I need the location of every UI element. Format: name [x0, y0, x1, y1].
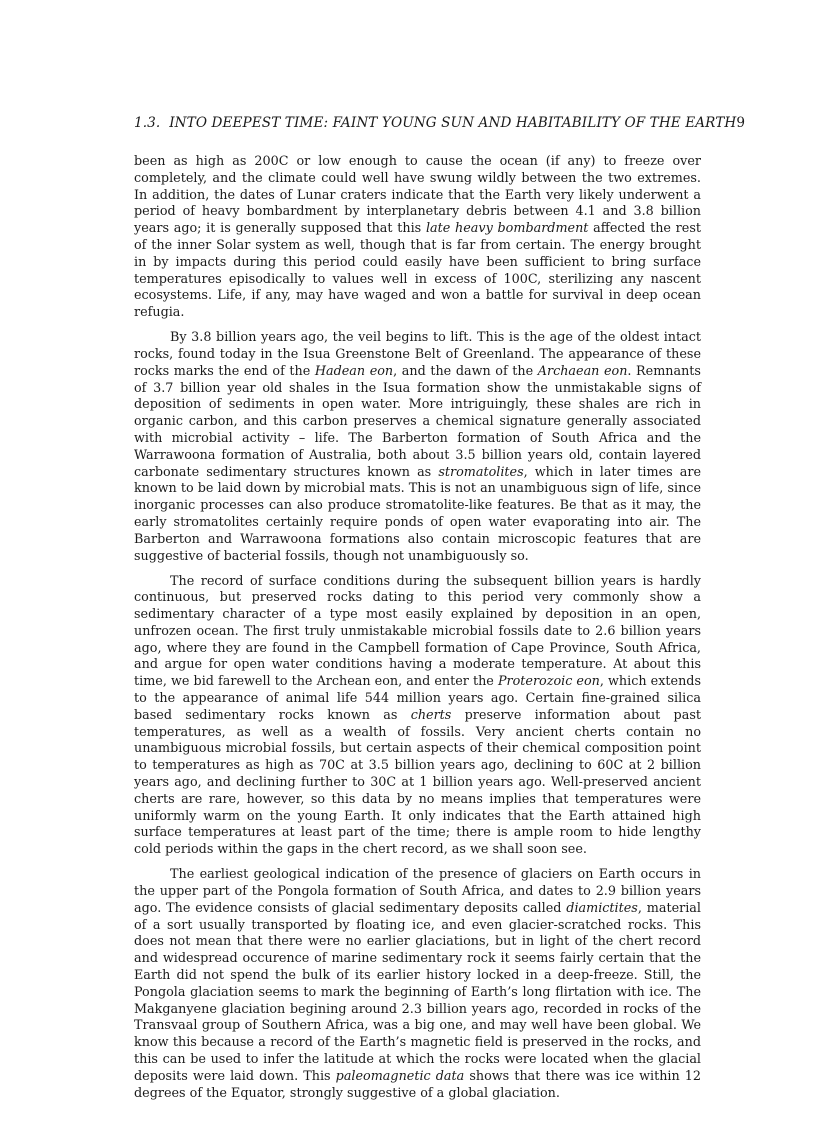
section-number: 1.3.	[134, 115, 161, 131]
italic-term: paleomagnetic data	[335, 1068, 465, 1084]
italic-term: Hadean eon	[314, 363, 394, 379]
text-run: . Remnants of 3.7 billion year old shales in the Isua formation show the unmistakable signs of deposition of sediments in open water. More intriguingly, these shales are rich in organic carbon, and this carbon preserves a chemical signature generally associated with microbial activity – life. The Barberton formation of South Africa and the Warrawoona formation of Australia, both about 3.5 billion years old, contain layered carbonate sedimentary structures known as	[134, 363, 701, 480]
text-run: been as high as 200C or low enough to cause the ocean (if any) to freeze over completely, and the climate could well have swung wildly between the two extremes. In addition, the dates of Lunar craters indicate that the Earth very likely underwent a period of heavy bombardment by interplanetary debris between 4.1 and 3.8 billion years ago; it is generally supposed that this	[134, 154, 701, 237]
italic-term: Proterozoic eon	[497, 674, 600, 690]
body-text	[134, 154, 701, 1111]
italic-term: stromatolites	[438, 464, 524, 480]
text-run: By 3.8 billion years ago, the veil begins to lift. This is the age of the oldest intact rocks, found today in the Isua Greenstone Belt of Greenland. The appearance of these rocks marks the end of the	[134, 330, 701, 379]
text-run: , and the dawn of the	[393, 363, 538, 379]
text-run: , which in later times are known to be laid down by microbial mats. This is not an unambiguous sign of life, since inorganic processes can also produce stromatolite-like features. Be that as it may, the early stromatolites certainly require ponds of open water evaporating into air. The Barberton and Warrawoona formations also contain microscopic features that are suggestive of bacterial fossils, though not unambiguously so.	[134, 464, 701, 564]
running-header	[134, 115, 746, 131]
text-run: , material of a sort usually transported by floating ice, and even glacier-scratched rocks. This does not mean that there were no earlier glaciations, but in light of the chert record and widespread occurence of marine sedimentary rock it seems fairly certain that the Earth did not spend the bulk of its earlier history locked in a deep-freeze. Still, the Pongola glaciation seems to mark the beginning of Earth’s long flirtation with ice. The Makganyene glaciation begining around 2.3 billion years ago, recorded in rocks of the Transvaal group of Southern Africa, was a big one, and may well have been global. We know this because a record of the Earth’s magnetic field is preserved in the rocks, and this can be used to infer the latitude at which the rocks were located when the glacial deposits were laid down. This	[134, 900, 701, 1084]
italic-term: late heavy bombardment	[425, 221, 589, 237]
section-title: INTO DEEPEST TIME: FAINT YOUNG SUN AND HABITABILITY OF THE EARTH	[169, 115, 737, 131]
paragraph	[134, 867, 701, 1102]
page-number: 9	[736, 115, 746, 131]
italic-term: cherts	[410, 707, 452, 723]
paragraph	[134, 574, 701, 860]
text-run: The earliest geological indication of the presence of glaciers on Earth occurs in the upper part of the Pongola formation of South Africa, and dates to 2.9 billion years ago. The evidence consists of glacial sedimentary deposits called	[134, 867, 701, 916]
italic-term: Archaean eon	[537, 363, 628, 379]
text-run: , which extends to the appearance of animal life 544 million years ago. Certain fine-grained silica based sedimentary rocks known as	[134, 674, 701, 723]
paragraph	[134, 154, 701, 322]
italic-term: diamictites	[566, 900, 638, 916]
text-run: affected the rest of the inner Solar system as well, though that is far from certain. The energy brought in by impacts during this period could easily have been sufficient to bring surface temperatures episodically to values well in excess of 100C, sterilizing any nascent ecosystems. Life, if any, may have waged and won a battle for survival in deep ocean refugia.	[134, 221, 701, 321]
text-run: preserve information about past temperatures, as well as a wealth of fossils. Very ancient cherts contain no unambiguous microbial fossils, but certain aspects of their chemical composition point to temperatures as high as 70C at 3.5 billion years ago, declining to 60C at 2 billion years ago, and declining further to 30C at 1 billion years ago. Well-preserved ancient cherts are rare, however, so this data by no means implies that temperatures were uniformly warm on the young Earth. It only indicates that the Earth attained high surface temperatures at least part of the time; there is ample room to hide lengthy cold periods within the gaps in the chert record, as we shall soon see.	[134, 707, 701, 858]
text-run: The record of surface conditions during the subsequent billion years is hardly continuous, but preserved rocks dating to this period very commonly show a sedimentary character of a type most easily explained by deposition in an open, unfrozen ocean. The first truly unmistakable microbial fossils date to 2.6 billion years ago, where they are found in the Campbell formation of Cape Province, South Africa, and argue for open water conditions having a moderate temperature. At about this time, we bid farewell to the Archean eon, and enter the	[134, 573, 701, 690]
text-run: shows that there was ice within 12 degrees of the Equator, strongly suggestive of a global glaciation.	[134, 1068, 702, 1101]
paragraph	[134, 330, 701, 565]
running-header-title	[134, 115, 736, 131]
